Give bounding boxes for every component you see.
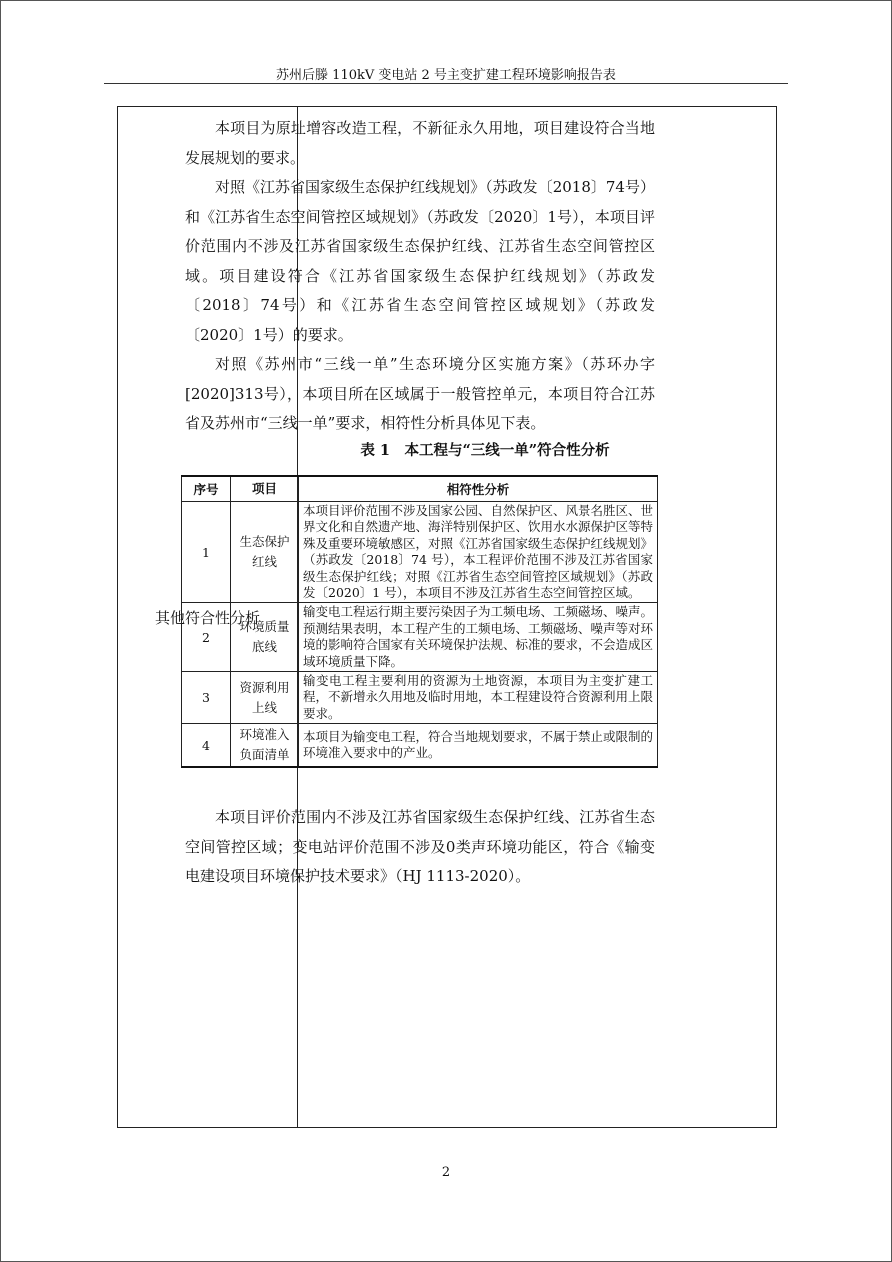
page-number: 2 bbox=[441, 1165, 451, 1180]
section-label: 其他符合性分析 bbox=[154, 609, 260, 627]
table-header-row bbox=[182, 476, 658, 502]
header-no: 序号 bbox=[182, 476, 231, 502]
table-row bbox=[182, 724, 658, 768]
row-item: 资源利用上线 bbox=[231, 672, 299, 724]
header-analysis: 相符性分析 bbox=[299, 476, 658, 502]
row-no: 3 bbox=[182, 672, 231, 724]
row-analysis: 输变电工程运行期主要污染因子为工频电场、工频磁场、噪声。预测结果表明，本工程产生的工频电场、工频磁场、噪声等对环境的影响符合国家有关环境保护法规、标准的要求，不会造成区域环境质量下降。 bbox=[299, 603, 658, 672]
section-body bbox=[185, 114, 655, 461]
row-analysis: 本项目为输变电工程，符合当地规划要求，不属于禁止或限制的环境准入要求中的产业。 bbox=[299, 724, 658, 768]
table-row bbox=[182, 603, 658, 672]
header-item: 项目 bbox=[231, 476, 299, 502]
header-rule bbox=[104, 83, 788, 84]
table-row bbox=[182, 502, 658, 603]
row-item: 环境准入负面清单 bbox=[231, 724, 299, 768]
paragraph-conclusion: 本项目评价范围内不涉及江苏省国家级生态保护红线、江苏省生态空间管控区域；变电站评价范围不涉及0类声环境功能区，符合《输变电建设项目环境保护技术要求》（HJ 1113-2020）。 bbox=[185, 808, 655, 885]
running-header: 苏州后滕 110kV 变电站 2 号主变扩建工程环境影响报告表 bbox=[276, 68, 616, 83]
row-item: 环境质量底线 bbox=[231, 603, 299, 672]
table-row bbox=[182, 672, 658, 724]
row-item: 生态保护红线 bbox=[231, 502, 299, 603]
row-analysis: 本项目评价范围不涉及国家公园、自然保护区、风景名胜区、世界文化和自然遗产地、海洋特别保护区、饮用水水源保护区等特殊及重要环境敏感区，对照《江苏省国家级生态保护红线规划》（苏政发〔2018〕74 号），本工程评价范围不涉及江苏省国家级生态保护红线；对照《江苏省生态空间管控区域规划》（苏政发〔2020〕1 号），本项目不涉及江苏省生态空间管控区域。 bbox=[299, 502, 658, 603]
paragraph-three-lines: 对照《苏州市“三线一单”生态环境分区实施方案》（苏环办字[2020]313号），本项目所在区域属于一般管控单元，本项目符合江苏省及苏州市“三线一单”要求，相符性分析具体见下表。 bbox=[185, 355, 655, 432]
table-title: 表 1 本工程与“三线一单”符合性分析 bbox=[360, 441, 610, 459]
compliance-table bbox=[181, 475, 658, 768]
row-analysis: 输变电工程主要利用的资源为土地资源，本项目为主变扩建工程，不新增永久用地及临时用地，本工程建设符合资源利用上限要求。 bbox=[299, 672, 658, 724]
row-no: 1 bbox=[182, 502, 231, 603]
paragraph-ecology-redline: 对照《江苏省国家级生态保护红线规划》（苏政发〔2018〕74号）和《江苏省生态空间管控区域规划》（苏政发〔2020〕1号），本项目评价范围内不涉及江苏省国家级生态保护红线、江苏省生态空间管控区域。项目建设符合《江苏省国家级生态保护红线规划》（苏政发〔2018〕74号）和《江苏省生态空间管控区域规划》（苏政发〔2020〕1号）的要求。 bbox=[185, 178, 655, 344]
row-no: 2 bbox=[182, 603, 231, 672]
conclusion-block bbox=[185, 803, 655, 892]
row-no: 4 bbox=[182, 724, 231, 768]
paragraph-land-use: 本项目为原址增容改造工程，不新征永久用地，项目建设符合当地发展规划的要求。 bbox=[185, 119, 655, 167]
